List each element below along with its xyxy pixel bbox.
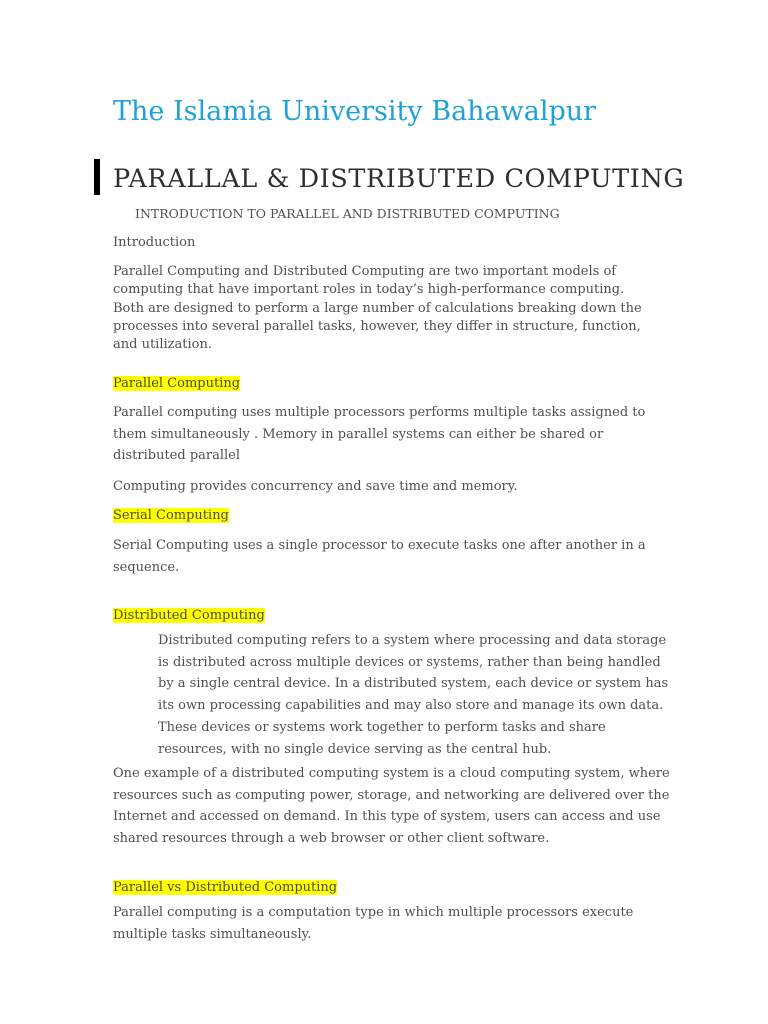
- highlighted-heading-text: Serial Computing: [113, 508, 229, 523]
- introduction-paragraph: [113, 263, 642, 354]
- paragraph-line: Serial Computing uses a single processor to execute tasks one after another in a: [113, 538, 646, 553]
- serial-computing-heading: [113, 507, 229, 524]
- heading-marker-bar: [94, 159, 100, 195]
- parallel-vs-distributed-heading: [113, 879, 337, 896]
- paragraph-line: Parallel Computing and Distributed Computing are two important models of: [113, 264, 617, 279]
- paragraph-line: Distributed computing refers to a system where processing and data storage: [158, 633, 667, 648]
- paragraph-line: sequence.: [113, 559, 180, 575]
- course-title: PARALLAL & DISTRIBUTED COMPUTING: [113, 164, 685, 194]
- distributed-computing-paragraph: [158, 630, 668, 760]
- introduction-heading: Introduction: [113, 235, 196, 250]
- highlighted-heading-text: Distributed Computing: [113, 608, 265, 623]
- document-subtitle: INTRODUCTION TO PARALLEL AND DISTRIBUTED COMPUTING: [135, 206, 560, 221]
- paragraph-line: is distributed across multiple devices or systems, rather than being handled: [158, 654, 661, 670]
- highlighted-heading-text: Parallel Computing: [113, 376, 241, 391]
- parallel-vs-distributed-paragraph: [113, 902, 633, 945]
- paragraph-line: Internet and accessed on demand. In this type of system, users can access and use: [113, 809, 661, 825]
- university-title: The Islamia University Bahawalpur: [113, 96, 597, 127]
- serial-computing-paragraph: [113, 535, 646, 578]
- paragraph-line: These devices or systems work together to perform tasks and share: [158, 719, 606, 735]
- paragraph-line: distributed parallel: [113, 448, 241, 464]
- paragraph-line: Parallel computing is a computation type in which multiple processors execute: [113, 905, 634, 920]
- parallel-computing-paragraph: [113, 402, 645, 467]
- paragraph-line: by a single central device. In a distributed system, each device or system has: [158, 676, 669, 692]
- distributed-computing-heading: [113, 607, 265, 624]
- paragraph-line: Parallel computing uses multiple processors performs multiple tasks assigned to: [113, 405, 646, 420]
- parallel-computing-extra: Computing provides concurrency and save time and memory.: [113, 479, 518, 494]
- paragraph-line: resources such as computing power, storage, and networking are delivered over the: [113, 787, 670, 803]
- paragraph-line: them simultaneously . Memory in parallel systems can either be shared or: [113, 426, 604, 442]
- paragraph-line: One example of a distributed computing system is a cloud computing system, where: [113, 766, 670, 781]
- cloud-example-paragraph: [113, 763, 670, 850]
- parallel-computing-heading: [113, 375, 240, 392]
- paragraph-line: Both are designed to perform a large number of calculations breaking down the: [113, 300, 642, 316]
- highlighted-heading-text: Parallel vs Distributed Computing: [113, 880, 338, 895]
- paragraph-line: computing that have important roles in today’s high-performance computing.: [113, 282, 625, 298]
- paragraph-line: resources, with no single device serving as the central hub.: [158, 741, 552, 757]
- paragraph-line: and utilization.: [113, 337, 212, 353]
- paragraph-line: multiple tasks simultaneously.: [113, 926, 312, 942]
- paragraph-line: its own processing capabilities and may also store and manage its own data.: [158, 698, 664, 714]
- paragraph-line: shared resources through a web browser or other client software.: [113, 831, 550, 847]
- paragraph-line: processes into several parallel tasks, however, they differ in structure, function,: [113, 318, 641, 334]
